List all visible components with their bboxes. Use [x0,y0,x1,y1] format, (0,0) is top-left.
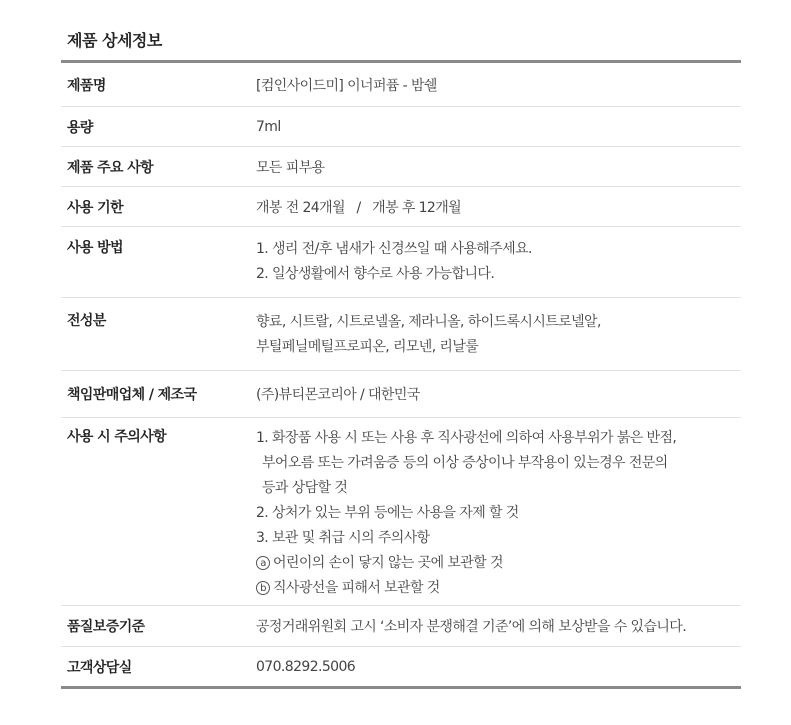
row-label: 책임판매업체 / 제조국 [67,387,197,403]
row-value [256,426,741,605]
value-line: (주)뷰티몬코리아 / 대한민국 [256,387,420,403]
row-value [256,75,741,95]
product-detail-section [61,0,741,689]
value-text: 어린이의 손이 닿지 않는 곳에 보관할 것 [273,555,503,571]
row-label: 사용 시 주의사항 [67,429,167,445]
row-usage [61,227,741,298]
row-ingredients [61,298,741,371]
row-label: 용량 [67,119,93,136]
value-line: 7ml [256,118,281,135]
row-quality-guarantee [61,606,741,647]
value-line: 모든 피부용 [256,159,325,176]
value-line: 1. 화장품 사용 시 또는 사용 후 직사광선에 의하여 사용부위가 붉은 반점, [256,430,677,446]
row-label: 제품 주요 사항 [67,159,154,176]
value-line: 070.8292.5006 [256,658,356,675]
row-label: 제품명 [67,77,106,94]
section-title: 제품 상세정보 [67,31,162,50]
value-line: [컴인사이드미] 이너퍼퓸 - 밤쉘 [256,77,437,94]
value-line-b [256,576,741,601]
row-value [256,384,741,404]
value-line: 부틸페닐메틸프로피온, 리모넨, 리날룰 [256,339,479,355]
value-line: 부어오름 또는 가려움증 등의 이상 증상이나 부작용이 있는경우 전문의 [262,455,668,471]
row-label: 고객상담실 [67,659,132,676]
row-customer-service [61,647,741,686]
value-line: 향료, 시트랄, 시트로넬올, 제라니올, 하이드록시시트로넬알, [256,314,601,330]
row-label: 품질보증기준 [67,619,145,635]
value-line: 2. 상처가 있는 부위 등에는 사용을 자제 할 것 [256,505,519,521]
row-product-name [61,63,741,107]
value-line: 1. 생리 전/후 냄새가 신경쓰일 때 사용해주세요. [256,241,532,257]
row-value [256,197,741,217]
circled-a-marker: a [256,556,270,570]
product-info-table [61,60,741,689]
value-line: 개봉 전 24개월 / 개봉 후 12개월 [256,199,462,216]
value-line: 공정거래위원회 고시 ‘소비자 분쟁해결 기준’에 의해 보상받을 수 있습니다. [256,619,687,635]
row-expiry [61,187,741,227]
row-label: 전성분 [67,313,106,329]
row-label: 사용 방법 [67,240,123,256]
row-value [256,157,741,177]
value-text: 직사광선을 피해서 보관할 것 [273,580,440,596]
row-value [256,310,741,370]
circled-b-marker: b [256,581,270,595]
row-precautions [61,418,741,606]
row-label: 사용 기한 [67,199,123,216]
row-value [256,237,741,297]
value-line-a [256,551,741,576]
row-value [256,659,741,675]
row-manufacturer [61,371,741,418]
value-line: 2. 일상생활에서 향수로 사용 가능합니다. [256,266,495,282]
value-line: 3. 보관 및 취급 시의 주의사항 [256,530,430,546]
row-value [256,616,741,636]
row-key-features [61,147,741,187]
row-volume [61,107,741,147]
row-value [256,119,741,135]
value-line: 등과 상담할 것 [262,480,348,496]
